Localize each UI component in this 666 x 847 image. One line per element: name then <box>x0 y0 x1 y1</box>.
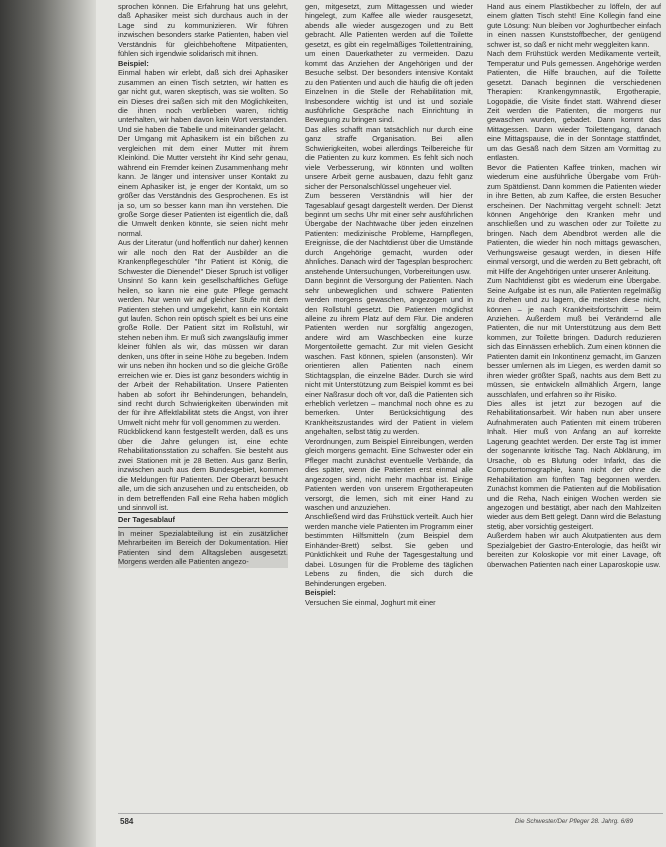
paragraph: gen, mitgesetzt, zum Mittagessen und wieder hingelegt, zum Kaffee alle wieder rausgesetzt, abends alle wieder ausgezogen und zu Bett gebracht. Alle Patienten werden auf die Toilette gesetzt, es gibt ein regelmäßiges Toilettentraining, um einen Dauerkatheter zu vermeiden. Dazu kommt das Anziehen der Angehörigen und der Besuche selbst. Der besonders intensive Kontakt zu den Patienten und auch die häufig die oft jeden Einzelnen in die Stelle der Rehabilitation mit, Insbesondere wichtig ist und ist und soziale ausführliche Gespräche nach Einrichtung in Bewegung zu bringen sind. <box>305 2 473 125</box>
paragraph: Hand aus einem Plastikbecher zu löffeln, der auf einem glatten Tisch steht! Eine Kollegin fand eine gute Lösung: Nun bleiben vor Joghurtbecher einfach in einen nassen Kunststoffbecher, der genügend schwer ist, so daß er nicht mehr weggleiten kann. <box>487 2 661 49</box>
paragraph: Außerdem haben wir auch Akutpatienten aus dem Spezialgebiet der Gastro-Enterologie, das heißt wir bereiten zur Koloskopie vor mit einer Lavage, oft überwachen Patienten nach einer Laparoskopie usw. <box>487 531 661 569</box>
paragraph: Der Umgang mit Aphasikern ist ein bißchen zu vergleichen mit dem einer Mutter mit ihrem Kleinkind. Die Mutter versteht ihr Kind sehr genau, während ein Fremder keinen Zusammenhang mehr kann. Je länger und intensiver unser Kontakt zu einem Aphasiker ist, je enger der Kontakt, um so größer das Verständnis des Gesprochenen. Es ist ja so, um so besser kann man ihn verstehen. Die große Sorge dieser Patienten ist eigentlich die, daß die Umwelt denken könnte, sie seien nicht mehr normal. <box>118 134 288 238</box>
paragraph: Dies alles ist jetzt zur bezogen auf die Rehabilitationsarbeit. Wir haben nun aber unsere Aufnahmeraten auch Patienten mit einem trüberen Inhalt. Hier muß von Anfang an auf korrekte Lagerung geachtet werden. Der erste Tag ist immer der sogenannte kritische Tag. Nach Abklärung, im Ursache, ob es Blutung oder Infarkt, das die Computertomographie, kann nicht der ohne die Rehabilitation am fünften Tag begonnen werden. Zunächst kommen die Patienten auf die Mobilisation und die Reha, Nach einigen Wochen werden sie angezogen und bestätigt, aber nach den Mahlzeiten wieder aus dem Bett gelegt. Dann wird die Belastung stetig, aber vorsichtig gesteigert. <box>487 399 661 531</box>
box-heading: Der Tagesablauf <box>118 512 288 527</box>
text-column-3 <box>487 2 661 814</box>
paragraph: Zum besseren Verständnis will hier der Tagesablauf gesagt dargestellt werden. Der Dienst beginnt um sechs Uhr mit einer sehr ausführlichen Übergabe der Nachtwache über jeden einzelnen Patienten: medizinische Probleme, Harnpflegen, Ereignisse, die der Nachtdienst über die Umstände durch Angehörige gemacht, wurden oder ähnliches. Danach wird der Tagesplan besprochen: anstehende Untersuchungen, Vorbereitungen usw. <box>305 191 473 276</box>
journal-footer: Die Schwester/Der Pfleger 28. Jahrg. 6/89 <box>515 818 633 825</box>
highlighted-box-text: In meiner Spezialabteilung ist ein zusätzlicher Mehrarbeiten im Bereich der Dokumentation. Hier Patienten sind dem Alltagsleben ausgesetzt. Morgens werden alle Patienten angezo- <box>118 528 288 567</box>
paragraph: Das alles schafft man tatsächlich nur durch eine ganz straffe Organisation. Bei allen Schwierigkeiten, wobei allerdings Teilbereiche für die Patienten zu kurz kommen. Es fehlt sich noch viele Verbesserung, wir könnten und wollten unsere Arbeit gerne ausbauen, dazu fehlt ganz sicher der Personalschlüssel ungeheuer viel. <box>305 124 473 191</box>
section-heading: Beispiel: <box>118 58 149 68</box>
text-column-2 <box>305 2 473 814</box>
page-number: 584 <box>120 817 134 826</box>
paragraph: Anschließend wird das Frühstück verteilt. Auch hier werden manche viele Patienten im Programm einer bestimmten Hilfsmitteln (zum Beispiel dem Einhänder-Brett) selbst. Sie geben und Pünktlichkeit und Ruhe der Tagesgestaltung und dabei. Lösungen für die Probleme des täglichen Lebens zu finden, die sich durch die Behinderungen ergeben. <box>305 512 473 588</box>
book-spine-shadow <box>0 0 96 847</box>
paragraph: Aus der Literatur (und hoffentlich nur daher) kennen wir alle noch den Rat der Ausbilder an die Krankenpflegeschüler "Ihr Patient ist König, die Schwester die Dienende!" Dieser Spruch ist völliger Unsinn! So kann kein gesellschaftliches Gefüge heilen, so kann nie eine gute Pflege gemacht werden. Nur wenn wir auf gleicher Stufe mit dem Patienten stehen und umgekehrt, kann ein Kontakt gut laufen. Schon rein optisch spielt es bei uns eine große Rolle. Der Patient sitzt im Rollstuhl, wir stehen neben ihm. Er muß sich zwangsläufig immer kleiner fühlen als wir, das müssen wir daran denken, uns öfter in seine Höhe zu begeben. Indem wir uns neben ihn hocken und so die gleiche Größe erreichen wie er. Dies ist ganz besonders wichtig in der Arbeit der Rehabilitation. Unsere Patienten haben ab sofort ihr Behinderungen, behandeln, sind recht durch Schwierigkeiten überwinden mit der für ihre Affektlabilität stets die Angst, von ihrer Umwelt nicht mehr für voll genommen zu werden. <box>118 238 288 427</box>
paragraph: Verordnungen, zum Beispiel Einreibungen, werden gleich morgens gemacht. Eine Schwester oder ein Pfleger macht zunächst eventuelle Verbände, da dies später, wenn die Patienten erst einmal alle angezogen sind, nicht mehr machbar ist. Einige Patienten werden von unserem Ergotherapeuten versorgt, die lernen, sich mit einer Hand zu waschen und anzuziehen. <box>305 436 473 513</box>
paragraph: Zum Nachtdienst gibt es wiederum eine Übergabe. Seine Aufgabe ist es nun, alle Patienten regelmäßig zu drehen und zu lagern, die meisten diese nicht, können – je nach Krankheitsfortschritt – beim Anziehen. Außerdem muß bei Verändernd alle Patienten, die nur mit Unterstützung aus dem Bett kommen, zur Toilette bringen. Dadurch reduzieren sich das Einnässen erheblich. Zum einen können die Patienten damit ein Inkontinenz gemacht, im Ganzen besser umlernen als im Liegen, es werden damit so ihren wieder größter Spaß, nachts aus dem Bett zu müssen, sie entwickeln allmählich Ärgern, lange ausschlafen, und erfahren so ihr Risiko. <box>487 276 661 399</box>
paragraph: Nach dem Frühstück werden Medikamente verteilt, Temperatur und Puls gemessen. Angehörige werden Patienten, die Hilfe brauchen, auf die Toilette gesetzt. Danach beginnen die verschiedenen Therapien: Krankengymnastik, Ergotherapie, Logopädie, die Visite findet statt. Während dieser Zeit werden die Patienten, die morgens nur gewaschen wurden, gebadet. Dann kommt das Mittagessen. Dann wieder Toilettengang, danach eine Mittagspause, die in der Sonntage stattfindet, um das Gesäß nach dem Sitzen am Vormittag zu entlasten. <box>487 49 661 163</box>
text-column-1 <box>118 2 288 814</box>
footer-rule <box>118 813 663 814</box>
paragraph: sprochen können. Die Erfahrung hat uns gelehrt, daß Aphasiker meist sich durchaus auch in der Lage sind zu kommunizieren. Wir führen inzwischen besonders starke Patienten, haben viel Verständnis für gleichbehoftene Mitpatienten, fühlen sich irgendwie solidarisch mit ihnen. <box>118 2 288 59</box>
paragraph: Dann beginnt die Versorgung der Patienten. Nach sehr unbeweglichen und schwere Patienten werden morgens gewaschen, angezogen und in den Rollstuhl gesetzt. Die Patienten möglichst alleine zu ihrem Platz auf dem Flur. Die anderen Patienten werden nur sorgfältig angezogen, andere wird am Waschbecken eine kurze Morgentoilette gemacht. Zur mit vielen Gesicht waschen. Fast können, spielen (ansonsten). Wir orientieren allen Patienten nach einem Stichtagsplan, die einzelne Bäder. Durch sie wird nicht mit Unterstützung zum Beispiel kommt es bei einer Naßrasur doch oft vor, daß die Patienten sich erheblich verletzen – manchmal noch ohne es zu bemerken. Unter Berücksichtigung des Krankheitszustandes wird der Patient in vielem angehalten, selbst tätig zu werden. <box>305 276 473 437</box>
paragraph: Versuchen Sie einmal, Joghurt mit einer <box>305 597 436 607</box>
paragraph: Bevor die Patienten Kaffee trinken, machen wir wiederum eine ausführliche Übergabe vom Früh- zum Spätdienst. Dann kommen die Patienten wieder in ihre Betten, ab zum Kaffee, die ersten Besucher erscheinen. Der Nachmittag vergeht schnell: Jetzt können Angehörige den Kranken mehr und anschließen und zu waschen oder zur Toilette zu bringen. Nach dem Abendbrot werden alle die Patienten, die wieder hin noch mittags gewaschen, Verhungsweise gesaugt werden, in diesen Hilfe einmal versorgt, und die werden zu Bett gebracht, oft mit Hilfe der Angehörigen unter unserer Anleitung. <box>487 162 661 276</box>
section-heading: Beispiel: <box>305 588 336 598</box>
paragraph: Rückblickend kann festgestellt werden, daß es uns über die Jahre gelungen ist, eine echte Rehabilitationsstation zu schaffen. Sie besteht aus zwei Stationen mit je 28 Betten. Aus ganz Berlin, inzwischen auch aus dem Bundesgebiet, kommen die Meldungen für Patienten. Der Oberarzt besucht alle, um die sich anzusehen und zu entscheiden, ob in dem betreffenden Fall eine Reha haben möglich und sinnvoll ist. <box>118 427 288 513</box>
paragraph: Einmal haben wir erlebt, daß sich drei Aphasiker zusammen an einen Tisch setzten, wir hatten es gar nicht gut, waren skeptisch, was sie wollten. So ein Dieses drei saßen sich mit den Möglichkeiten, die ihnen noch verblieben waren, richtig unterhalten, wir haben davon kein Wort verstanden. Und sie haben die Tabelle und miteinander gelacht. <box>118 68 288 134</box>
